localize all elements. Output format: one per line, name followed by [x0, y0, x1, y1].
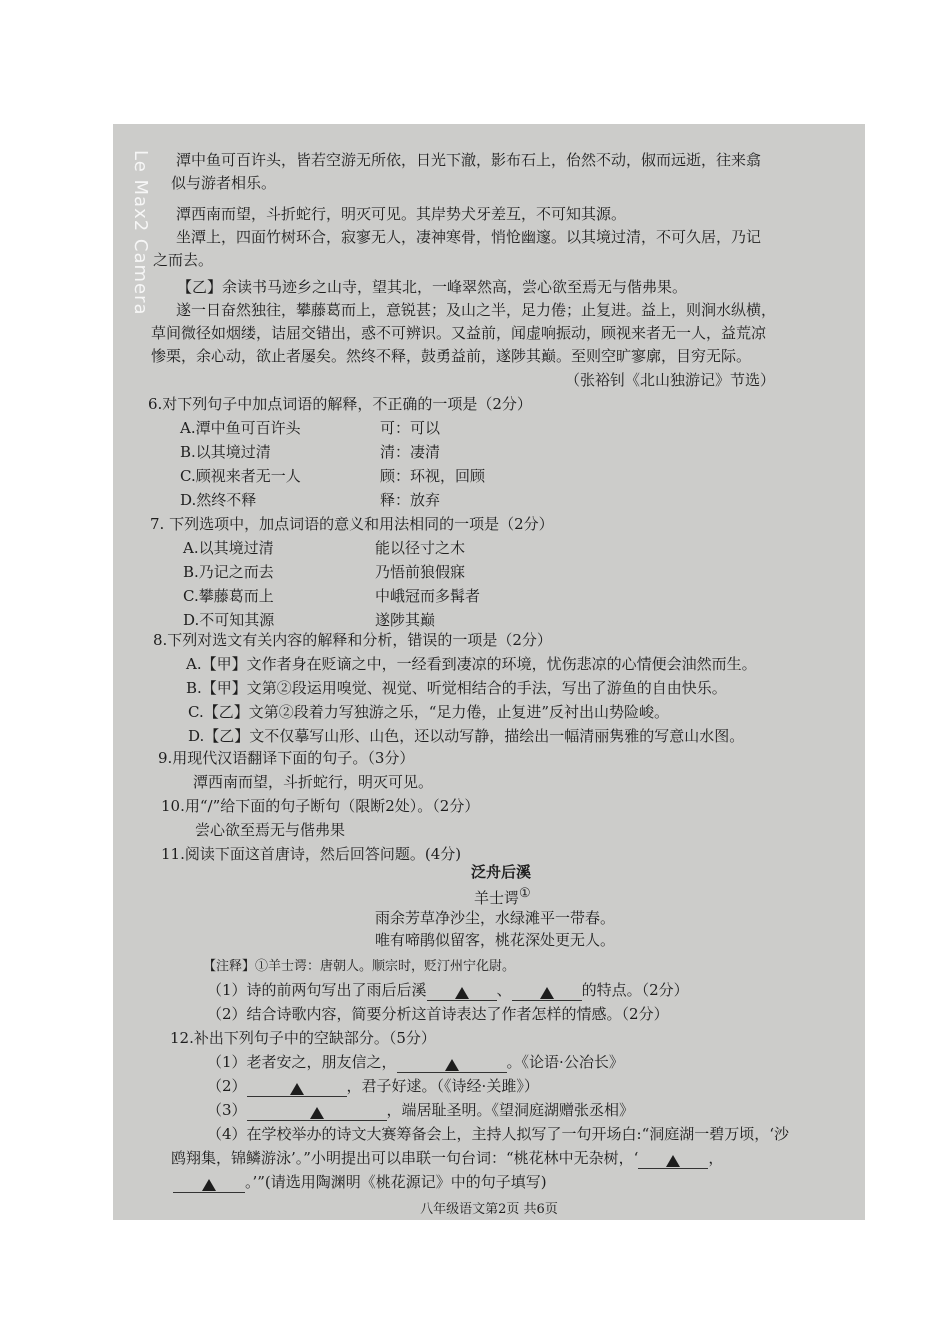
q7-option-d-left: D.不可知其源	[183, 611, 275, 629]
q11-sub-1-text-b: 的特点。（2分）	[581, 981, 689, 999]
q7-stem: 7. 下列选项中，加点词语的意义和用法相同的一项是（2分）	[150, 515, 554, 533]
q12-blank-4[interactable]	[638, 1151, 708, 1169]
q10-sentence: 尝心欲至焉无与偕弗果	[195, 821, 346, 839]
q12-stem: 12.补出下列句子中的空缺部分。（5分）	[170, 1029, 436, 1047]
watermark-text: Le Max2 Camera	[130, 150, 151, 316]
q6-gloss-c: 顾：环视，回顾	[380, 467, 486, 485]
q12-s2-text-a: （2）	[207, 1077, 247, 1095]
poem-note: 【注释】①羊士谔：唐朝人。顺宗时，贬汀州宁化尉。	[203, 959, 516, 974]
poem-line-2: 唯有啼鹃似留客，桃花深处更无人。	[375, 931, 616, 949]
q11-stem: 11.阅读下面这首唐诗，然后回答问题。(4分)	[161, 845, 462, 863]
q7-option-c-left: C.攀藤葛而上	[183, 587, 274, 605]
poem-title: 泛舟后溪	[471, 863, 532, 881]
q11-sub-1	[207, 980, 689, 1001]
triangle-icon	[202, 1179, 216, 1191]
q6-gloss-a: 可：可以	[380, 419, 441, 437]
q12-s1-text-a: （1）老者安之，朋友信之，	[207, 1053, 397, 1071]
passage-jia-line-5: 之而去。	[153, 251, 214, 269]
q8-option-c: C.【乙】文第②段着力写独游之乐，“足力倦，止复进”反衬出山势险峻。	[188, 703, 670, 721]
passage-jia-line-2: 似与游者相乐。	[171, 174, 277, 192]
q12-sentence-4-line-2	[171, 1148, 723, 1169]
q9-stem: 9.用现代汉语翻译下面的句子。（3分）	[158, 749, 415, 767]
q8-option-d: D.【乙】文不仅摹写山形、山色，还以动写静，描绘出一幅清丽隽雅的写意山水图。	[188, 727, 745, 745]
q12-s4-text-b: ，	[708, 1149, 724, 1167]
q12-s1-text-b: 。《论语·公冶长》	[506, 1053, 624, 1071]
q12-s3-text-a: （3）	[207, 1101, 247, 1119]
passage-jia-line-1: 潭中鱼可百许头，皆若空游无所依，日光下澈，影布石上，佁然不动，俶而远逝，往来翕	[176, 151, 762, 169]
passage-source: （张裕钊《北山独游记》节选）	[565, 371, 776, 389]
q8-stem: 8.下列对选文有关内容的解释和分析，错误的一项是（2分）	[153, 631, 552, 649]
q12-sentence-3	[207, 1100, 634, 1121]
q12-s2-text-b: ，君子好逑。（《诗经·关雎》）	[346, 1077, 539, 1095]
poem-author	[474, 884, 531, 908]
passage-jia-line-3: 潭西南而望，斗折蛇行，明灭可见。其岸势犬牙差互，不可知其源。	[176, 205, 627, 223]
triangle-icon	[445, 1059, 459, 1071]
q11-sub-2: （2）结合诗歌内容，简要分析这首诗表达了作者怎样的情感。（2分）	[207, 1005, 669, 1023]
triangle-icon	[290, 1083, 304, 1095]
q12-blank-1[interactable]	[397, 1055, 507, 1073]
passage-jia-line-4: 坐潭上，四面竹树环合，寂寥无人，凄神寒骨，悄怆幽邃。以其境过清，不可久居，乃记	[176, 228, 762, 246]
q7-option-c-right: 中峨冠而多髯者	[375, 587, 481, 605]
q12-sentence-4-line-3	[173, 1172, 547, 1193]
triangle-icon	[455, 987, 469, 999]
q12-blank-2[interactable]	[247, 1079, 347, 1097]
q7-option-a-right: 能以径寸之木	[375, 539, 466, 557]
triangle-icon	[540, 987, 554, 999]
q7-option-d-right: 遂陟其巅	[375, 611, 436, 629]
q7-option-b-right: 乃悟前狼假寐	[375, 563, 466, 581]
q6-option-b: B.以其境过清	[180, 443, 271, 461]
passage-yi-line-3: 草间微径如烟缕，诘屈交错出，惑不可辨识。又益前，闻虚响振动，顾视来者无一人，益荒凉	[151, 324, 767, 342]
poet-footnote-mark: ①	[519, 886, 531, 901]
camera-watermark	[130, 150, 153, 360]
q12-s3-text-b: ，端居耻圣明。《望洞庭湖赠张丞相》	[386, 1101, 635, 1119]
q6-gloss-b: 清：凄清	[380, 443, 441, 461]
q12-blank-3[interactable]	[247, 1103, 387, 1121]
q6-stem: 6.对下列句子中加点词语的解释，不正确的一项是（2分）	[148, 395, 532, 413]
q6-gloss-d: 释：放弃	[380, 491, 441, 509]
q8-option-b: B.【甲】文第②段运用嗅觉、视觉、听觉相结合的手法，写出了游鱼的自由快乐。	[186, 679, 727, 697]
q12-sentence-1	[207, 1052, 624, 1073]
triangle-icon	[310, 1107, 324, 1119]
q11-sub-1-sep: 、	[496, 981, 512, 999]
q12-blank-5[interactable]	[173, 1175, 245, 1193]
exam-page	[113, 124, 865, 1220]
q12-sentence-4-line-1: （4）在学校举办的诗文大赛筹备会上，主持人拟写了一句开场白:“洞庭湖一碧万顷，‘沙	[207, 1125, 790, 1143]
q8-option-a: A.【甲】文作者身在贬谪之中，一经看到凄凉的环境，忧伤悲凉的心情便会油然而生。	[186, 655, 757, 673]
q6-option-d: D.然终不释	[180, 491, 257, 509]
q6-option-a: A.潭中鱼可百许头	[180, 419, 301, 437]
poet-name: 羊士谔	[474, 889, 520, 907]
q12-s4-text-a: 鸥翔集，锦鳞游泳’。”小明提出可以串联一句台词：“桃花林中无杂树，‘	[171, 1149, 639, 1167]
q9-sentence: 潭西南而望，斗折蛇行，明灭可见。	[193, 773, 434, 791]
passage-yi-line-4: 惨栗，余心动，欲止者屡矣。然终不释，鼓勇益前，遂陟其巅。至则空旷寥廓，目穷无际。	[151, 347, 752, 365]
q11-blank-2[interactable]	[512, 983, 582, 1001]
q11-blank-1[interactable]	[427, 983, 497, 1001]
q12-sentence-2	[207, 1076, 539, 1097]
passage-yi-line-1: 【乙】余读书马迹乡之山寺，望其北，一峰翠然高，尝心欲至焉无与偕弗果。	[177, 278, 688, 296]
poem-line-1: 雨余芳草净沙尘，水绿滩平一带春。	[375, 909, 616, 927]
passage-yi-line-2: 遂一日奋然独往，攀藤葛而上，意锐甚；及山之半，足力倦；止复进。益上，则涧水纵横，	[176, 301, 777, 319]
q7-option-a-left: A.以其境过清	[183, 539, 274, 557]
q12-s4-text-c: 。’”(请选用陶渊明《桃花源记》中的句子填写)	[245, 1173, 547, 1191]
q11-sub-1-text-a: （1）诗的前两句写出了雨后后溪	[207, 981, 427, 999]
q6-option-c: C.顾视来者无一人	[180, 467, 301, 485]
q10-stem: 10.用“/”给下面的句子断句（限断2处）。（2分）	[161, 797, 480, 815]
triangle-icon	[666, 1155, 680, 1167]
q7-option-b-left: B.乃记之而去	[183, 563, 274, 581]
page-footer: 八年级语文第2页 共6页	[420, 1202, 558, 1217]
